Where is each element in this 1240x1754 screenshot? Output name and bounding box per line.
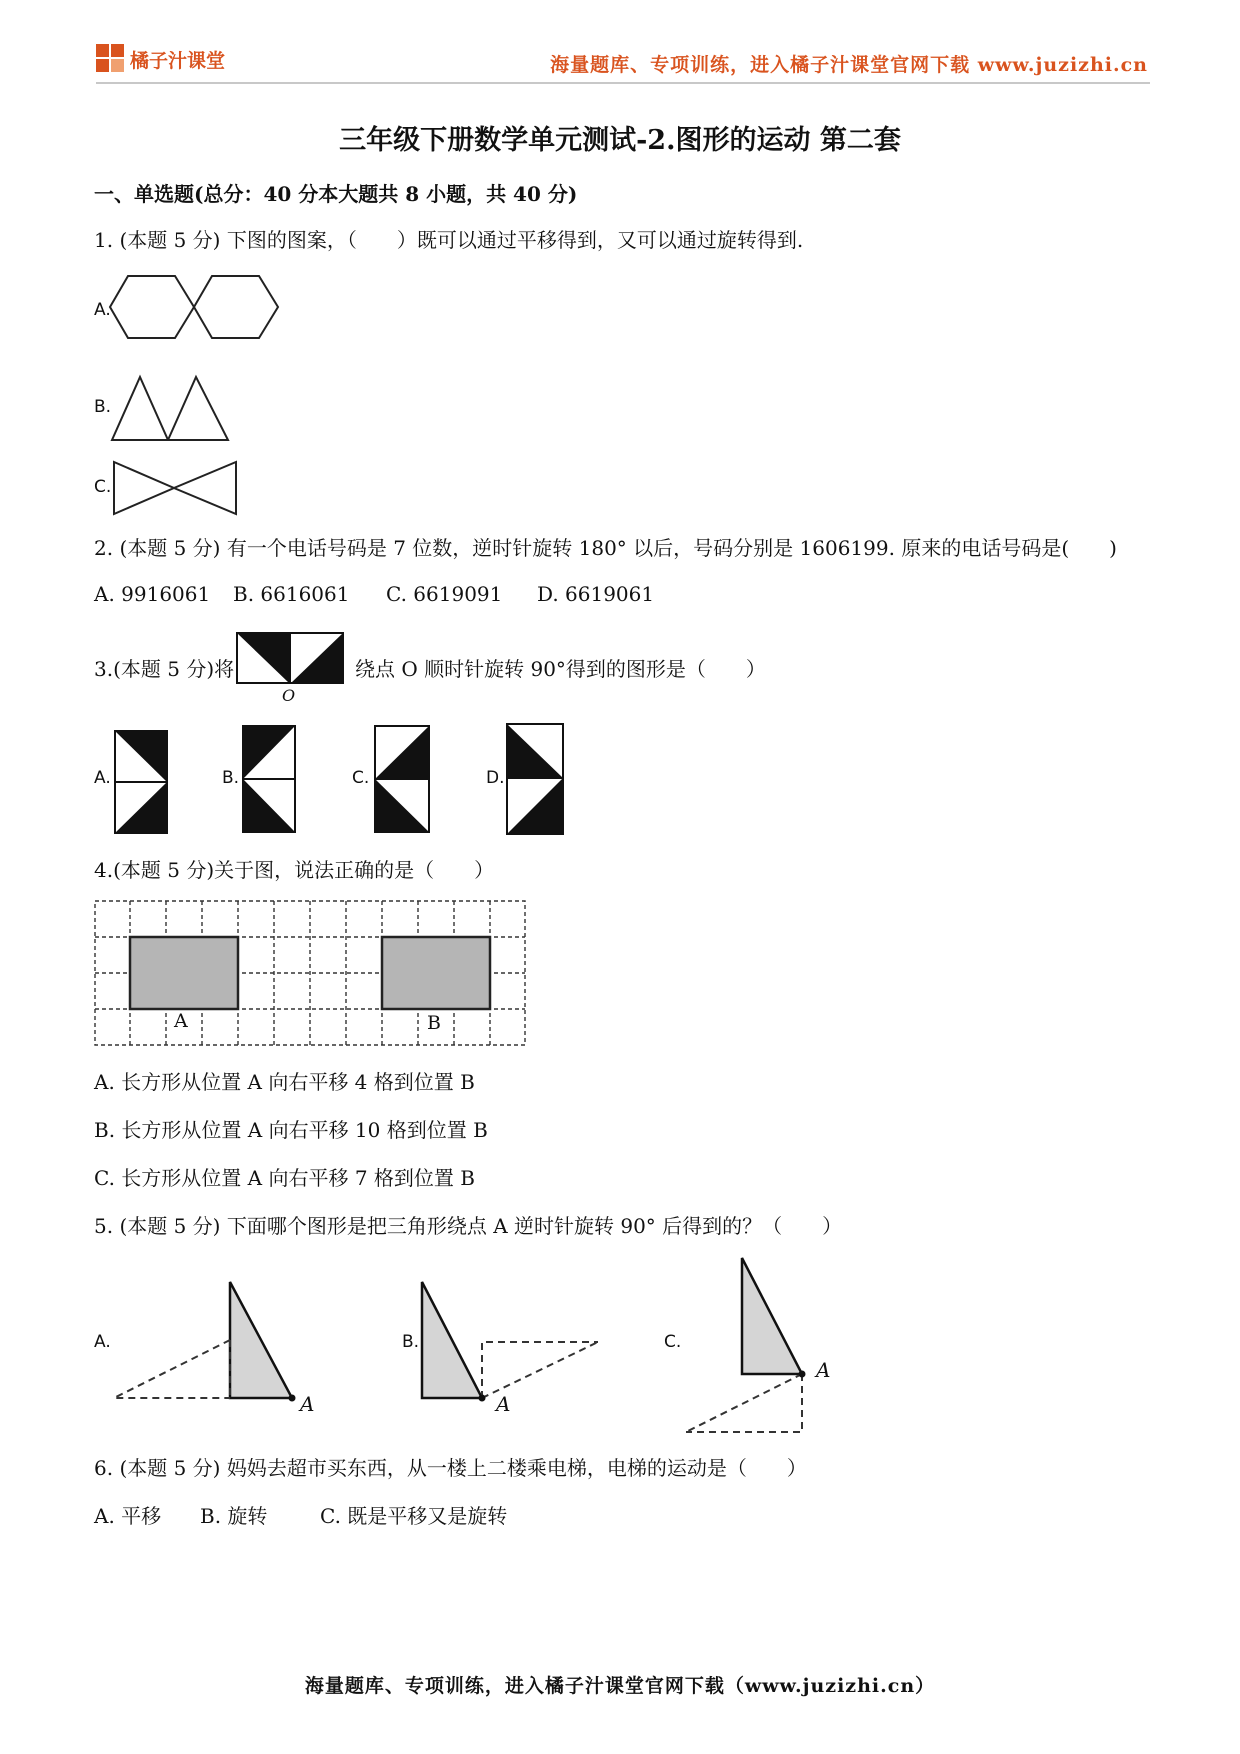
logo-text: 橘子汁课堂: [130, 50, 226, 72]
question-5-stem: 5. (本题 5 分) 下面哪个图形是把三角形绕点 A 逆时针旋转 90° 后得到的？（ ）: [94, 1214, 843, 1238]
q5-c-point-label: A: [816, 1358, 831, 1382]
q1-option-c[interactable]: C.: [94, 477, 112, 497]
q6-option-b[interactable]: B. 旋转: [200, 1504, 268, 1528]
q3-option-c[interactable]: C.: [352, 768, 370, 788]
q4-grid-figure: [94, 900, 526, 1046]
section-heading: 一、单选题(总分：40 分本大题共 8 小题，共 40 分): [94, 182, 578, 206]
q2-option-a[interactable]: A. 9916061: [94, 582, 211, 606]
header-divider: [96, 82, 1150, 84]
q2-option-d[interactable]: D. 6619061: [537, 582, 655, 606]
q1-triangles-figure: [112, 374, 232, 444]
q4-option-a[interactable]: A. 长方形从位置 A 向右平移 4 格到位置 B: [94, 1070, 475, 1094]
q1-hexagons-figure: [110, 272, 310, 342]
q3-option-d[interactable]: D.: [486, 768, 505, 788]
logo-icon: [96, 44, 124, 72]
q3-point-o: O: [282, 686, 296, 705]
q4-label-b: B: [427, 1012, 441, 1034]
q4-option-b[interactable]: B. 长方形从位置 A 向右平移 10 格到位置 B: [94, 1118, 488, 1142]
q2-option-b[interactable]: B. 6616061: [233, 582, 350, 606]
q5-option-a-figure: [112, 1280, 322, 1410]
q5-option-c-figure: [680, 1256, 830, 1436]
page-footer[interactable]: 海量题库、专项训练，进入橘子汁课堂官网下载（www.juzizhi.cn）: [304, 1675, 936, 1697]
q1-bowtie-figure: [112, 460, 242, 520]
page-title: 三年级下册数学单元测试-2.图形的运动 第二套: [339, 125, 901, 156]
q4-option-c[interactable]: C. 长方形从位置 A 向右平移 7 格到位置 B: [94, 1166, 475, 1190]
question-3-stem-end: 绕点 O 顺时针旋转 90°得到的图形是（ ）: [355, 657, 766, 681]
q1-option-b[interactable]: B.: [94, 397, 112, 417]
question-2-stem: 2. (本题 5 分) 有一个电话号码是 7 位数，逆时针旋转 180° 以后，号码分别是 1606199. 原来的电话号码是( ): [94, 536, 1117, 560]
q6-option-a[interactable]: A. 平移: [94, 1504, 162, 1528]
q3-option-b[interactable]: B.: [222, 768, 240, 788]
q5-option-a[interactable]: A.: [94, 1332, 111, 1352]
question-6-stem: 6. (本题 5 分) 妈妈去超市买东西，从一楼上二楼乘电梯，电梯的运动是（ ）: [94, 1456, 807, 1480]
question-4-stem: 4.(本题 5 分)关于图，说法正确的是（ ）: [94, 858, 495, 882]
q3-option-b-figure: [242, 725, 296, 833]
q3-option-a[interactable]: A.: [94, 768, 111, 788]
question-3-stem-start: 3.(本题 5 分)将: [94, 657, 235, 681]
q3-source-figure: [236, 632, 344, 684]
q3-option-d-figure: [506, 723, 564, 835]
header-tagline[interactable]: 海量题库、专项训练，进入橘子汁课堂官网下载 www.juzizhi.cn: [550, 54, 1148, 76]
q5-a-point-label: A: [300, 1392, 315, 1416]
q5-option-b-figure: [420, 1280, 610, 1410]
q5-option-c[interactable]: C.: [664, 1332, 682, 1352]
q4-label-a: A: [174, 1010, 188, 1032]
q2-option-c[interactable]: C. 6619091: [386, 582, 503, 606]
q1-option-a[interactable]: A.: [94, 300, 111, 320]
q6-option-c[interactable]: C. 既是平移又是旋转: [320, 1504, 508, 1528]
question-1-stem: 1. (本题 5 分) 下图的图案，（ ）既可以通过平移得到，又可以通过旋转得到.: [94, 228, 804, 252]
q5-b-point-label: A: [496, 1392, 511, 1416]
q5-option-b[interactable]: B.: [402, 1332, 420, 1352]
q3-option-a-figure: [114, 730, 168, 834]
q3-option-c-figure: [374, 725, 430, 833]
